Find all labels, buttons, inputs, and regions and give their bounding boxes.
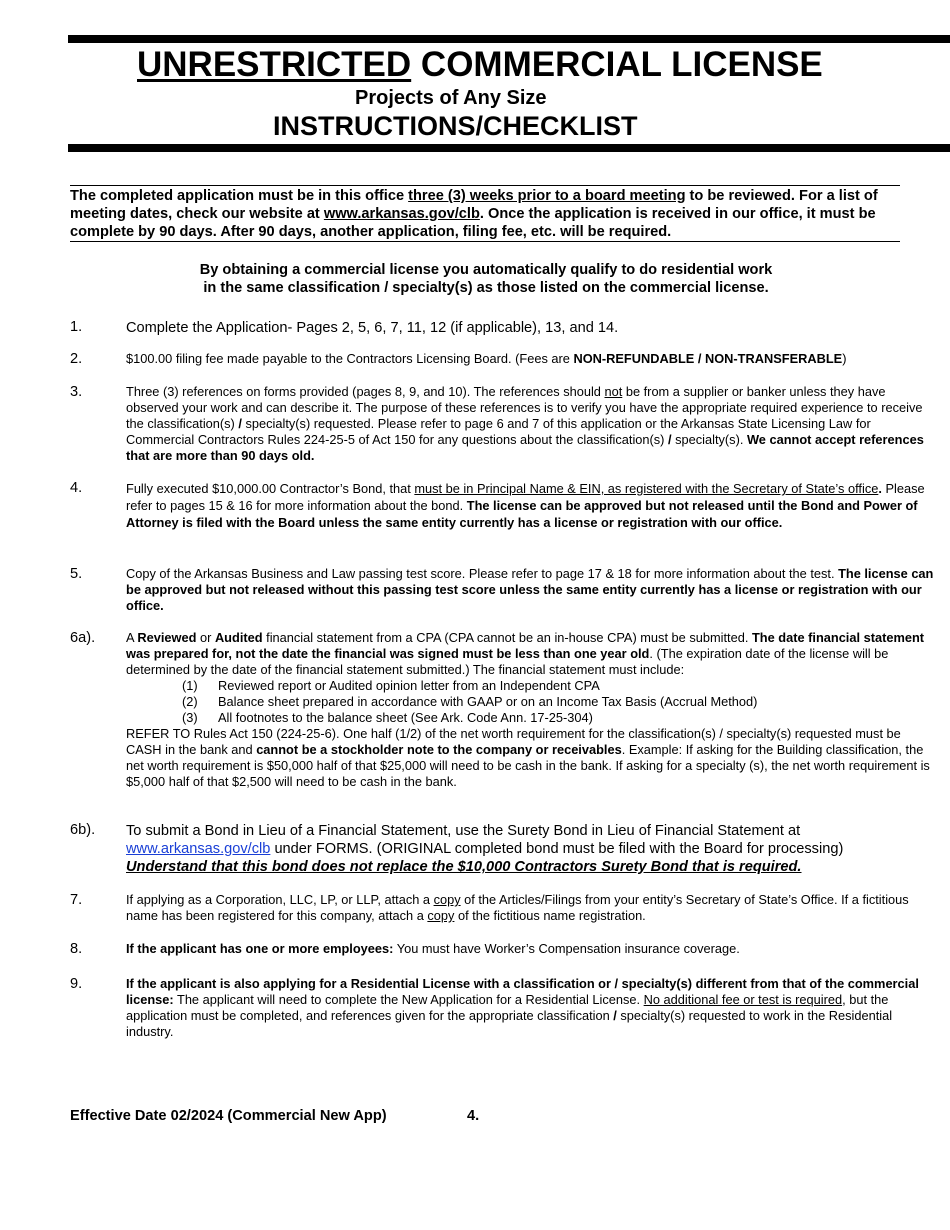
page-subtitle: Projects of Any Size bbox=[355, 87, 547, 109]
financial-list-item: (2) Balance sheet prepared in accordance with GAAP or on an Income Tax Basis (Accrual Method) bbox=[182, 694, 758, 709]
page-title: UNRESTRICTED COMMERCIAL LICENSE bbox=[137, 45, 823, 84]
checklist-heading: INSTRUCTIONS/CHECKLIST bbox=[273, 111, 638, 141]
top-rule bbox=[68, 35, 950, 43]
residential-notice: By obtaining a commercial license you automatically qualify to do residential work in the same classification / specialty(s) as those listed on the commercial license. bbox=[199, 262, 773, 296]
effective-date: Effective Date 02/2024 (Commercial New App) bbox=[70, 1108, 387, 1124]
financial-list-item: (3) All footnotes to the balance sheet (See Ark. Code Ann. 17-25-304) bbox=[182, 710, 593, 725]
website-link[interactable]: www.arkansas.gov/clb bbox=[323, 206, 480, 222]
bottom-rule bbox=[68, 144, 950, 152]
financial-list-item: (1) Reviewed report or Audited opinion letter from an Independent CPA bbox=[182, 678, 600, 693]
intro-notice: The completed application must be in this office three (3) weeks prior to a board meeting to be reviewed. For a list of meeting dates, check our website at www.arkansas.gov/clb. Once the application is received in our office, it must be complete by 90 days. After 90 days, another application, filing fee, etc. will be required. bbox=[70, 185, 900, 242]
page-number: 4. bbox=[467, 1108, 480, 1124]
clb-forms-link[interactable]: www.arkansas.gov/clb bbox=[126, 841, 271, 857]
